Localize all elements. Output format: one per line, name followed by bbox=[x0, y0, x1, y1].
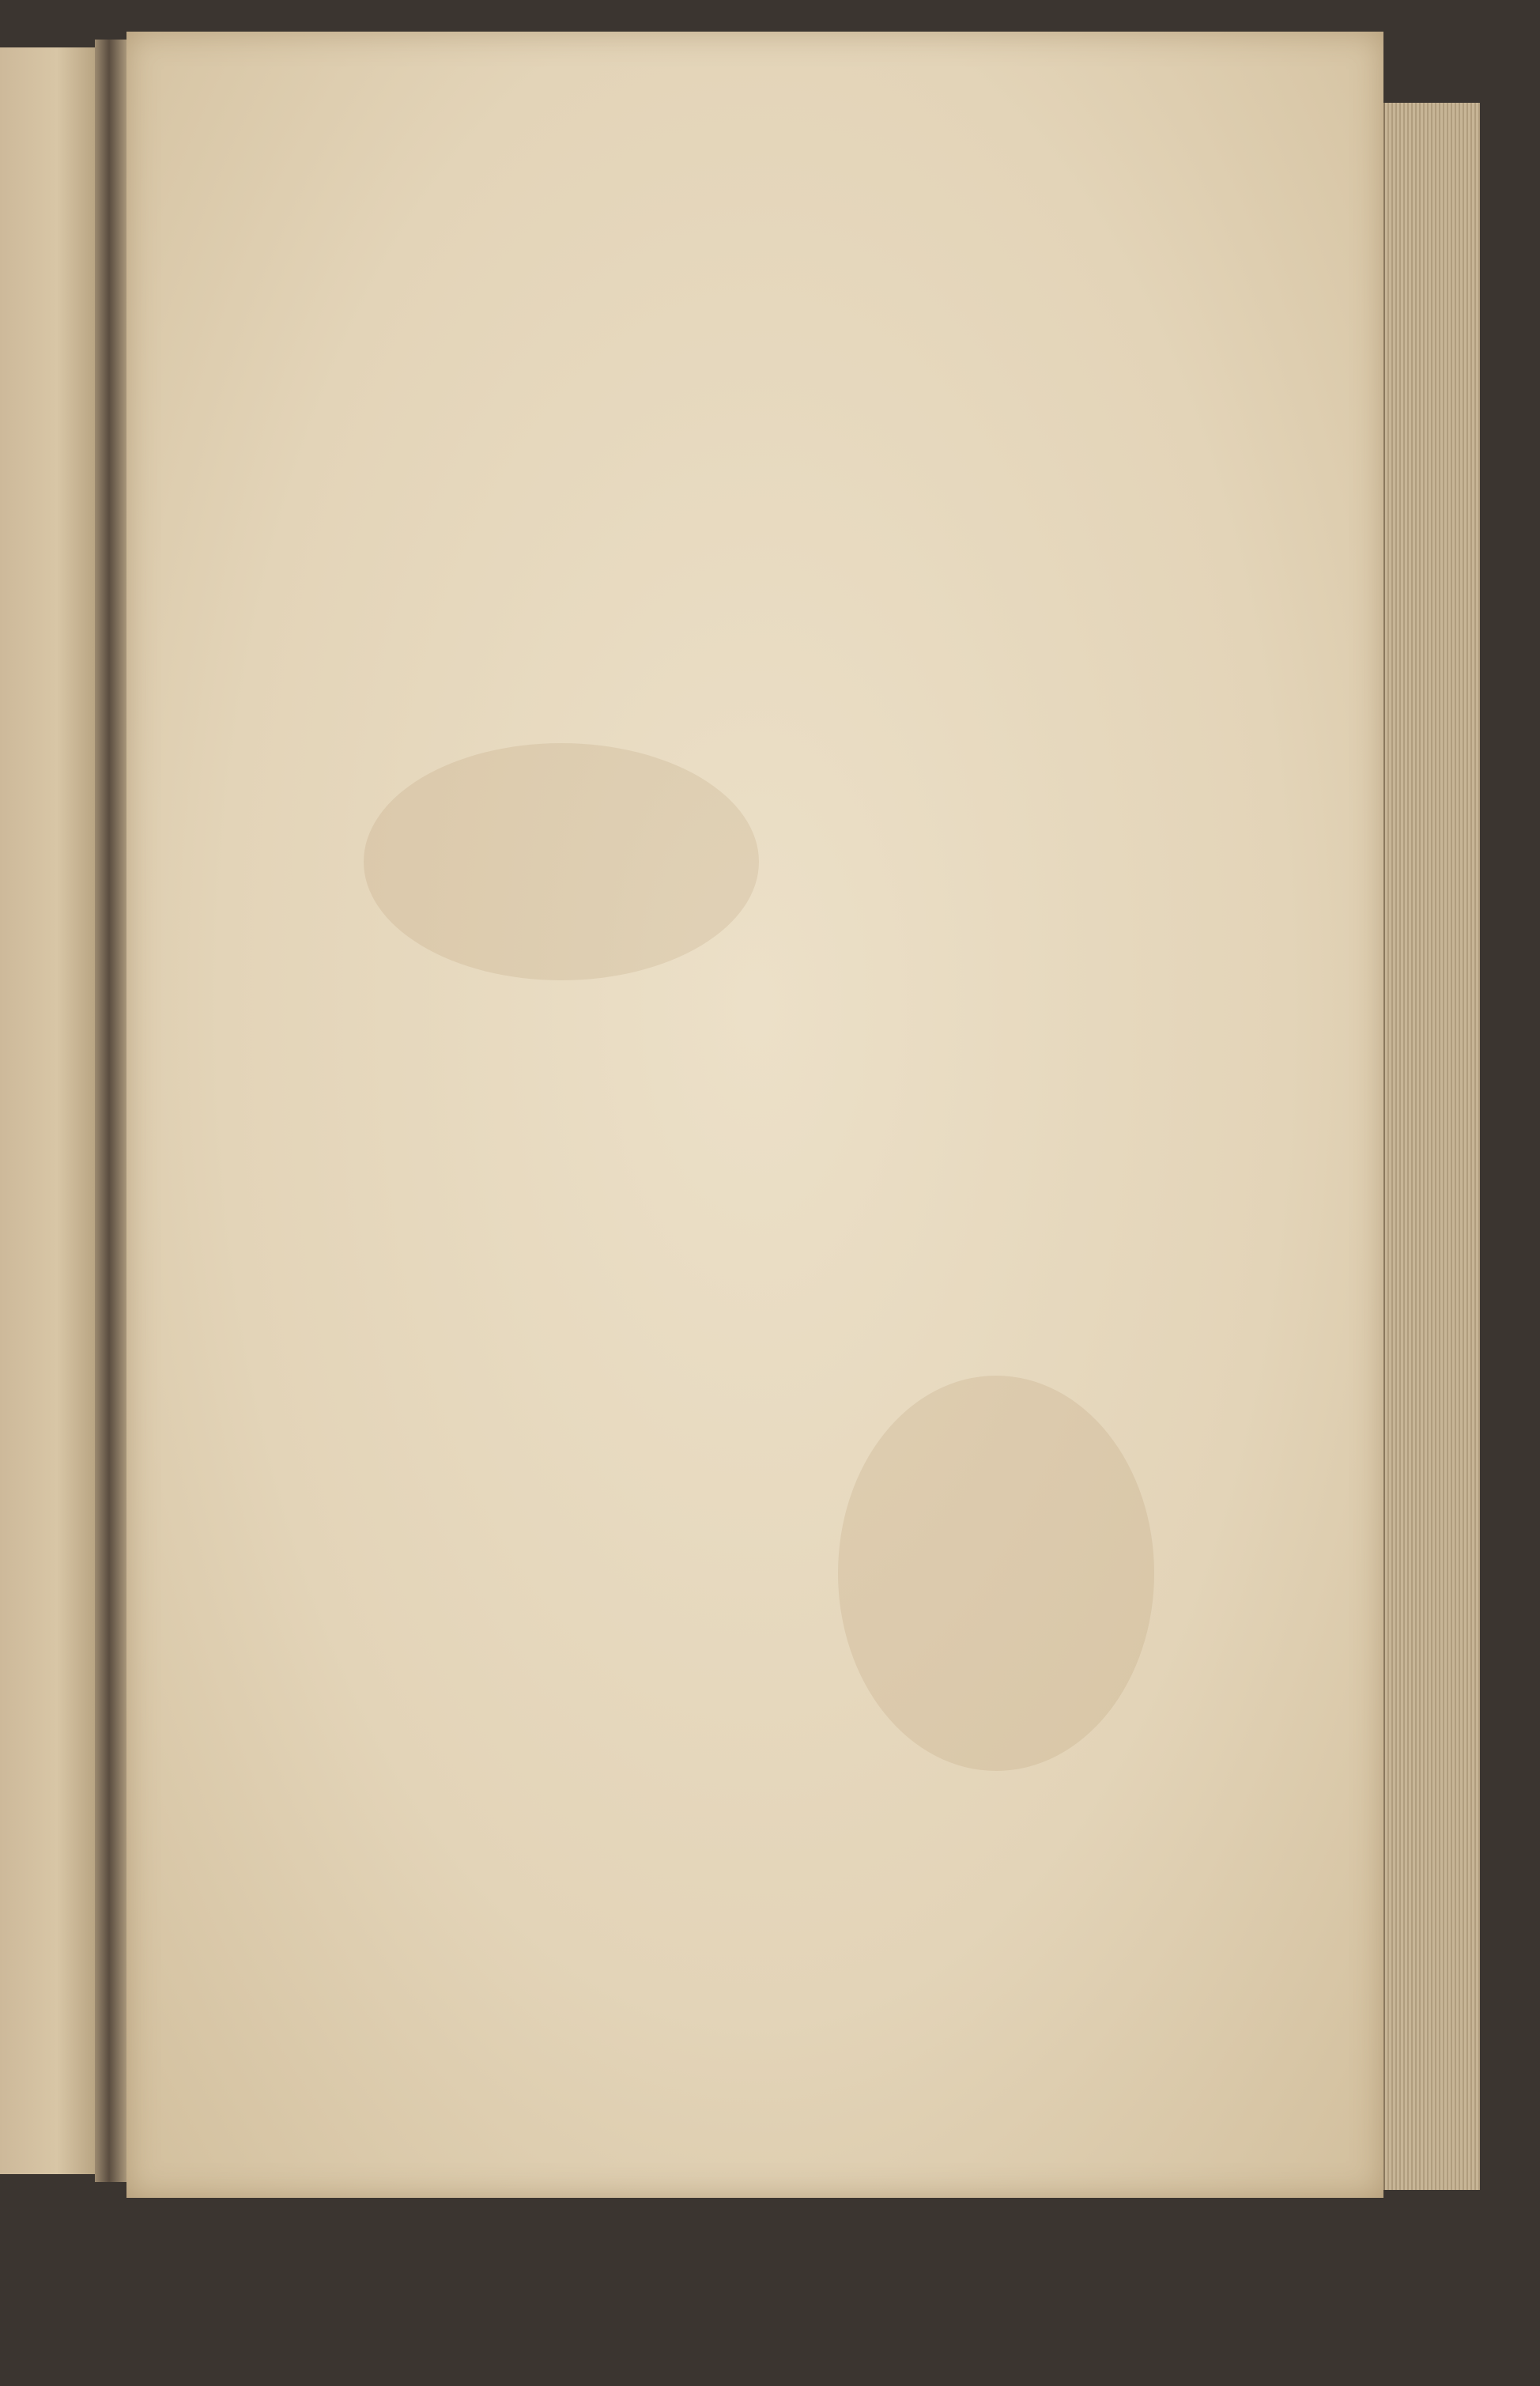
book-page bbox=[126, 32, 1383, 2198]
book-gutter bbox=[95, 40, 126, 2182]
running-header bbox=[356, 170, 1241, 217]
text-column bbox=[259, 237, 1247, 305]
left-page-fragment bbox=[0, 47, 95, 2174]
page-edges bbox=[1383, 103, 1480, 2190]
